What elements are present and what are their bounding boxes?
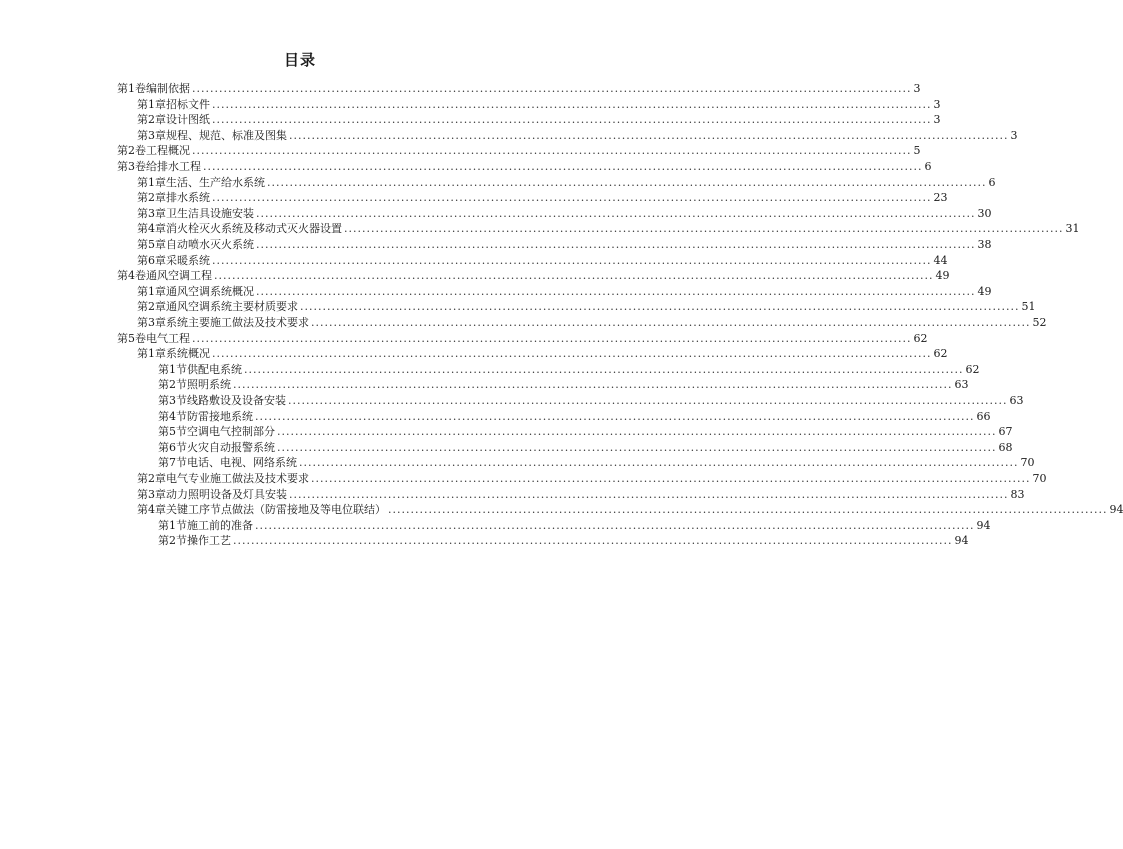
- toc-entry-title: 操作工艺: [187, 534, 231, 548]
- toc-entry[interactable]: [158, 360, 980, 376]
- dot-leader: ................................................................................................................................................................: [289, 128, 1009, 142]
- toc-entry-title: 规程、规范、标准及图集: [166, 128, 287, 142]
- toc-entry-title: 编制依据: [146, 82, 190, 95]
- dot-leader: ................................................................................................................................................................: [344, 222, 1064, 236]
- dot-leader: ................................................................................................................................................................: [212, 253, 932, 267]
- toc-entry-label: 第5章: [137, 238, 166, 251]
- toc-entry-label: 第2章: [137, 113, 166, 127]
- dot-leader: ................................................................................................................................................................: [311, 472, 1031, 485]
- toc-entry[interactable]: [158, 438, 1013, 454]
- toc-entry-page-number: 68: [998, 440, 1013, 454]
- toc-entry-title: 动力照明设备及灯具安装: [166, 487, 287, 501]
- toc-entry-title: 关键工序节点做法（防雷接地及等电位联结）: [166, 503, 386, 517]
- dot-leader: ................................................................................................................................................................: [289, 487, 1009, 501]
- toc-entry-label: 第1卷: [117, 82, 146, 95]
- toc-entry-label: 第7节: [158, 456, 187, 470]
- toc-entry-page-number: 38: [977, 238, 992, 251]
- toc-entry-page-number: 5: [913, 144, 921, 158]
- toc-entry-page-number: 94: [1109, 503, 1123, 517]
- toc-entry-label: 第3章: [137, 316, 166, 329]
- toc-entry-label: 第1节: [158, 518, 187, 532]
- toc-entry[interactable]: [117, 157, 932, 173]
- toc-entry[interactable]: [158, 391, 1024, 407]
- toc-entry-page-number: 70: [1032, 472, 1047, 485]
- toc-entry-title: 通风空调系统概况: [166, 284, 254, 298]
- toc-entry-page-number: 66: [976, 409, 991, 423]
- toc-entry-label: 第2卷: [117, 144, 146, 158]
- dot-leader: ................................................................................................................................................................: [311, 316, 1031, 329]
- toc-entry[interactable]: [137, 110, 941, 127]
- toc-entry-page-number: 70: [1020, 456, 1035, 470]
- toc-entry[interactable]: [137, 95, 941, 111]
- toc-entry-page-number: 62: [965, 362, 980, 376]
- toc-entry[interactable]: [137, 313, 1047, 329]
- toc-entry-page-number: 30: [977, 206, 992, 220]
- toc-entry[interactable]: [158, 531, 969, 548]
- toc-entry-title: 工程概况: [146, 144, 190, 158]
- toc-entry[interactable]: [117, 79, 921, 95]
- toc-entry[interactable]: [137, 251, 948, 267]
- toc-entry-title: 照明系统: [187, 378, 231, 392]
- toc-entry[interactable]: [137, 126, 1018, 142]
- dot-leader: ................................................................................................................................................................: [288, 394, 1008, 407]
- toc-entry-label: 第5节: [158, 425, 187, 439]
- toc-entry-page-number: 23: [933, 191, 948, 205]
- toc-entry-label: 第3卷: [117, 160, 146, 173]
- toc-entry-title: 系统概况: [166, 347, 210, 361]
- toc-entry-label: 第3章: [137, 206, 166, 220]
- toc-entry-label: 第1章: [137, 347, 166, 361]
- toc-entry-page-number: 52: [1032, 316, 1047, 329]
- dot-leader: ................................................................................................................................................................: [212, 113, 932, 127]
- toc-entry[interactable]: [158, 453, 1035, 470]
- toc-entry-title: 电气工程: [146, 331, 190, 345]
- toc-entry[interactable]: [117, 141, 921, 158]
- dot-leader: ................................................................................................................................................................: [212, 191, 932, 205]
- toc-entry-label: 第4章: [137, 503, 166, 517]
- toc-entry-label: 第2章: [137, 472, 166, 485]
- toc-entry-page-number: 3: [913, 82, 921, 95]
- toc-entry-title: 招标文件: [166, 97, 210, 111]
- dot-leader: ................................................................................................................................................................: [233, 534, 953, 548]
- toc-entry-title: 通风空调系统主要材质要求: [166, 300, 298, 314]
- toc-entry-page-number: 31: [1065, 222, 1080, 236]
- toc-entry[interactable]: [137, 204, 992, 220]
- toc-entry-page-number: 49: [977, 284, 992, 298]
- toc-entry[interactable]: [137, 282, 992, 298]
- toc-entry-label: 第3章: [137, 487, 166, 501]
- toc-entry-label: 第2章: [137, 191, 166, 205]
- toc-entry-page-number: 67: [998, 425, 1013, 439]
- toc-entry-page-number: 94: [954, 534, 969, 548]
- toc-entry-label: 第1节: [158, 362, 187, 376]
- dot-leader: ................................................................................................................................................................: [214, 269, 934, 283]
- dot-leader: ................................................................................................................................................................: [255, 518, 975, 532]
- dot-leader: ................................................................................................................................................................: [256, 238, 976, 251]
- toc-entry-label: 第1章: [137, 97, 166, 111]
- toc-entry-label: 第4节: [158, 409, 187, 423]
- toc-entry-label: 第2节: [158, 534, 187, 548]
- toc-entry[interactable]: [137, 344, 948, 361]
- toc-entry-title: 电话、电视、网络系统: [187, 456, 297, 470]
- toc-entry-page-number: 49: [935, 269, 950, 283]
- dot-leader: ................................................................................................................................................................: [299, 456, 1019, 470]
- toc-entry[interactable]: [137, 219, 1080, 236]
- toc-entry[interactable]: [137, 173, 996, 189]
- toc-entry[interactable]: [158, 422, 1013, 439]
- toc-entry-title: 给排水工程: [146, 160, 201, 173]
- dot-leader: ................................................................................................................................................................: [192, 144, 912, 158]
- dot-leader: ................................................................................................................................................................: [277, 425, 997, 439]
- toc-entry-page-number: 6: [924, 160, 932, 173]
- dot-leader: ................................................................................................................................................................: [192, 331, 912, 345]
- dot-leader: ................................................................................................................................................................: [300, 300, 1020, 314]
- toc-entry-label: 第6章: [137, 253, 166, 267]
- toc-entry-page-number: 3: [1010, 128, 1018, 142]
- toc-entry-title: 空调电气控制部分: [187, 425, 275, 439]
- dot-leader: ................................................................................................................................................................: [267, 175, 987, 189]
- toc-entry[interactable]: [137, 500, 1123, 517]
- dot-leader: ................................................................................................................................................................: [212, 347, 932, 361]
- toc-entry-title: 生活、生产给水系统: [166, 175, 265, 189]
- dot-leader: ................................................................................................................................................................: [192, 82, 912, 95]
- toc-entry-page-number: 44: [933, 253, 948, 267]
- toc-entry-page-number: 63: [954, 378, 969, 392]
- toc-entry-label: 第4卷: [117, 269, 146, 283]
- toc-entry-page-number: 51: [1021, 300, 1036, 314]
- toc-entry[interactable]: [158, 407, 991, 423]
- page-title: 目录: [283, 51, 316, 69]
- dot-leader: ................................................................................................................................................................: [255, 409, 975, 423]
- toc-entry-label: 第2节: [158, 378, 187, 392]
- dot-leader: ................................................................................................................................................................: [388, 503, 1108, 517]
- toc-entry-page-number: 6: [988, 175, 996, 189]
- toc-entry-label: 第3章: [137, 128, 166, 142]
- toc-entry-title: 通风空调工程: [146, 269, 212, 283]
- toc-entry[interactable]: [137, 188, 948, 205]
- toc-entry[interactable]: [137, 485, 1025, 501]
- dot-leader: ................................................................................................................................................................: [277, 440, 997, 454]
- toc-entry[interactable]: [158, 375, 969, 392]
- toc-entry[interactable]: [117, 266, 950, 283]
- toc-entry-title: 防雷接地系统: [187, 409, 253, 423]
- toc-entry-label: 第1章: [137, 284, 166, 298]
- dot-leader: ................................................................................................................................................................: [233, 378, 953, 392]
- dot-leader: ................................................................................................................................................................: [212, 97, 932, 111]
- toc-entry-title: 自动喷水灭火系统: [166, 238, 254, 251]
- toc-entry-page-number: 83: [1010, 487, 1025, 501]
- toc-entry-title: 施工前的准备: [187, 518, 253, 532]
- dot-leader: ................................................................................................................................................................: [244, 362, 964, 376]
- toc-entry-title: 火灾自动报警系统: [187, 440, 275, 454]
- toc-entry-title: 设计图纸: [166, 113, 210, 127]
- toc-entry-title: 卫生洁具设施安装: [166, 206, 254, 220]
- toc-entry-title: 供配电系统: [187, 362, 242, 376]
- toc-entry-title: 电气专业施工做法及技术要求: [166, 472, 309, 485]
- toc-entry-page-number: 62: [933, 347, 948, 361]
- toc-entry-page-number: 3: [933, 97, 941, 111]
- toc-entry-page-number: 63: [1009, 394, 1024, 407]
- toc-entry[interactable]: [117, 329, 928, 345]
- toc-entry-title: 采暖系统: [166, 253, 210, 267]
- dot-leader: ................................................................................................................................................................: [256, 284, 976, 298]
- toc-entry-title: 排水系统: [166, 191, 210, 205]
- toc-entry-title: 消火栓灭火系统及移动式灭火器设置: [166, 222, 342, 236]
- toc-entry[interactable]: [137, 297, 1036, 314]
- toc-entry-label: 第5卷: [117, 331, 146, 345]
- toc-entry-label: 第2章: [137, 300, 166, 314]
- toc-entry-page-number: 94: [976, 518, 991, 532]
- dot-leader: ................................................................................................................................................................: [256, 206, 976, 220]
- toc-entry-title: 系统主要施工做法及技术要求: [166, 316, 309, 329]
- toc-entry-page-number: 3: [933, 113, 941, 127]
- toc-entry-label: 第4章: [137, 222, 166, 236]
- toc-entry-page-number: 62: [913, 331, 928, 345]
- toc-entry[interactable]: [137, 235, 992, 251]
- toc-entry-label: 第3节: [158, 394, 187, 407]
- dot-leader: ................................................................................................................................................................: [203, 160, 923, 173]
- toc-entry-label: 第6节: [158, 440, 187, 454]
- toc-entry-title: 线路敷设及设备安装: [187, 394, 286, 407]
- toc-entry[interactable]: [137, 469, 1047, 485]
- toc-entry[interactable]: [158, 516, 991, 532]
- toc-entry-label: 第1章: [137, 175, 166, 189]
